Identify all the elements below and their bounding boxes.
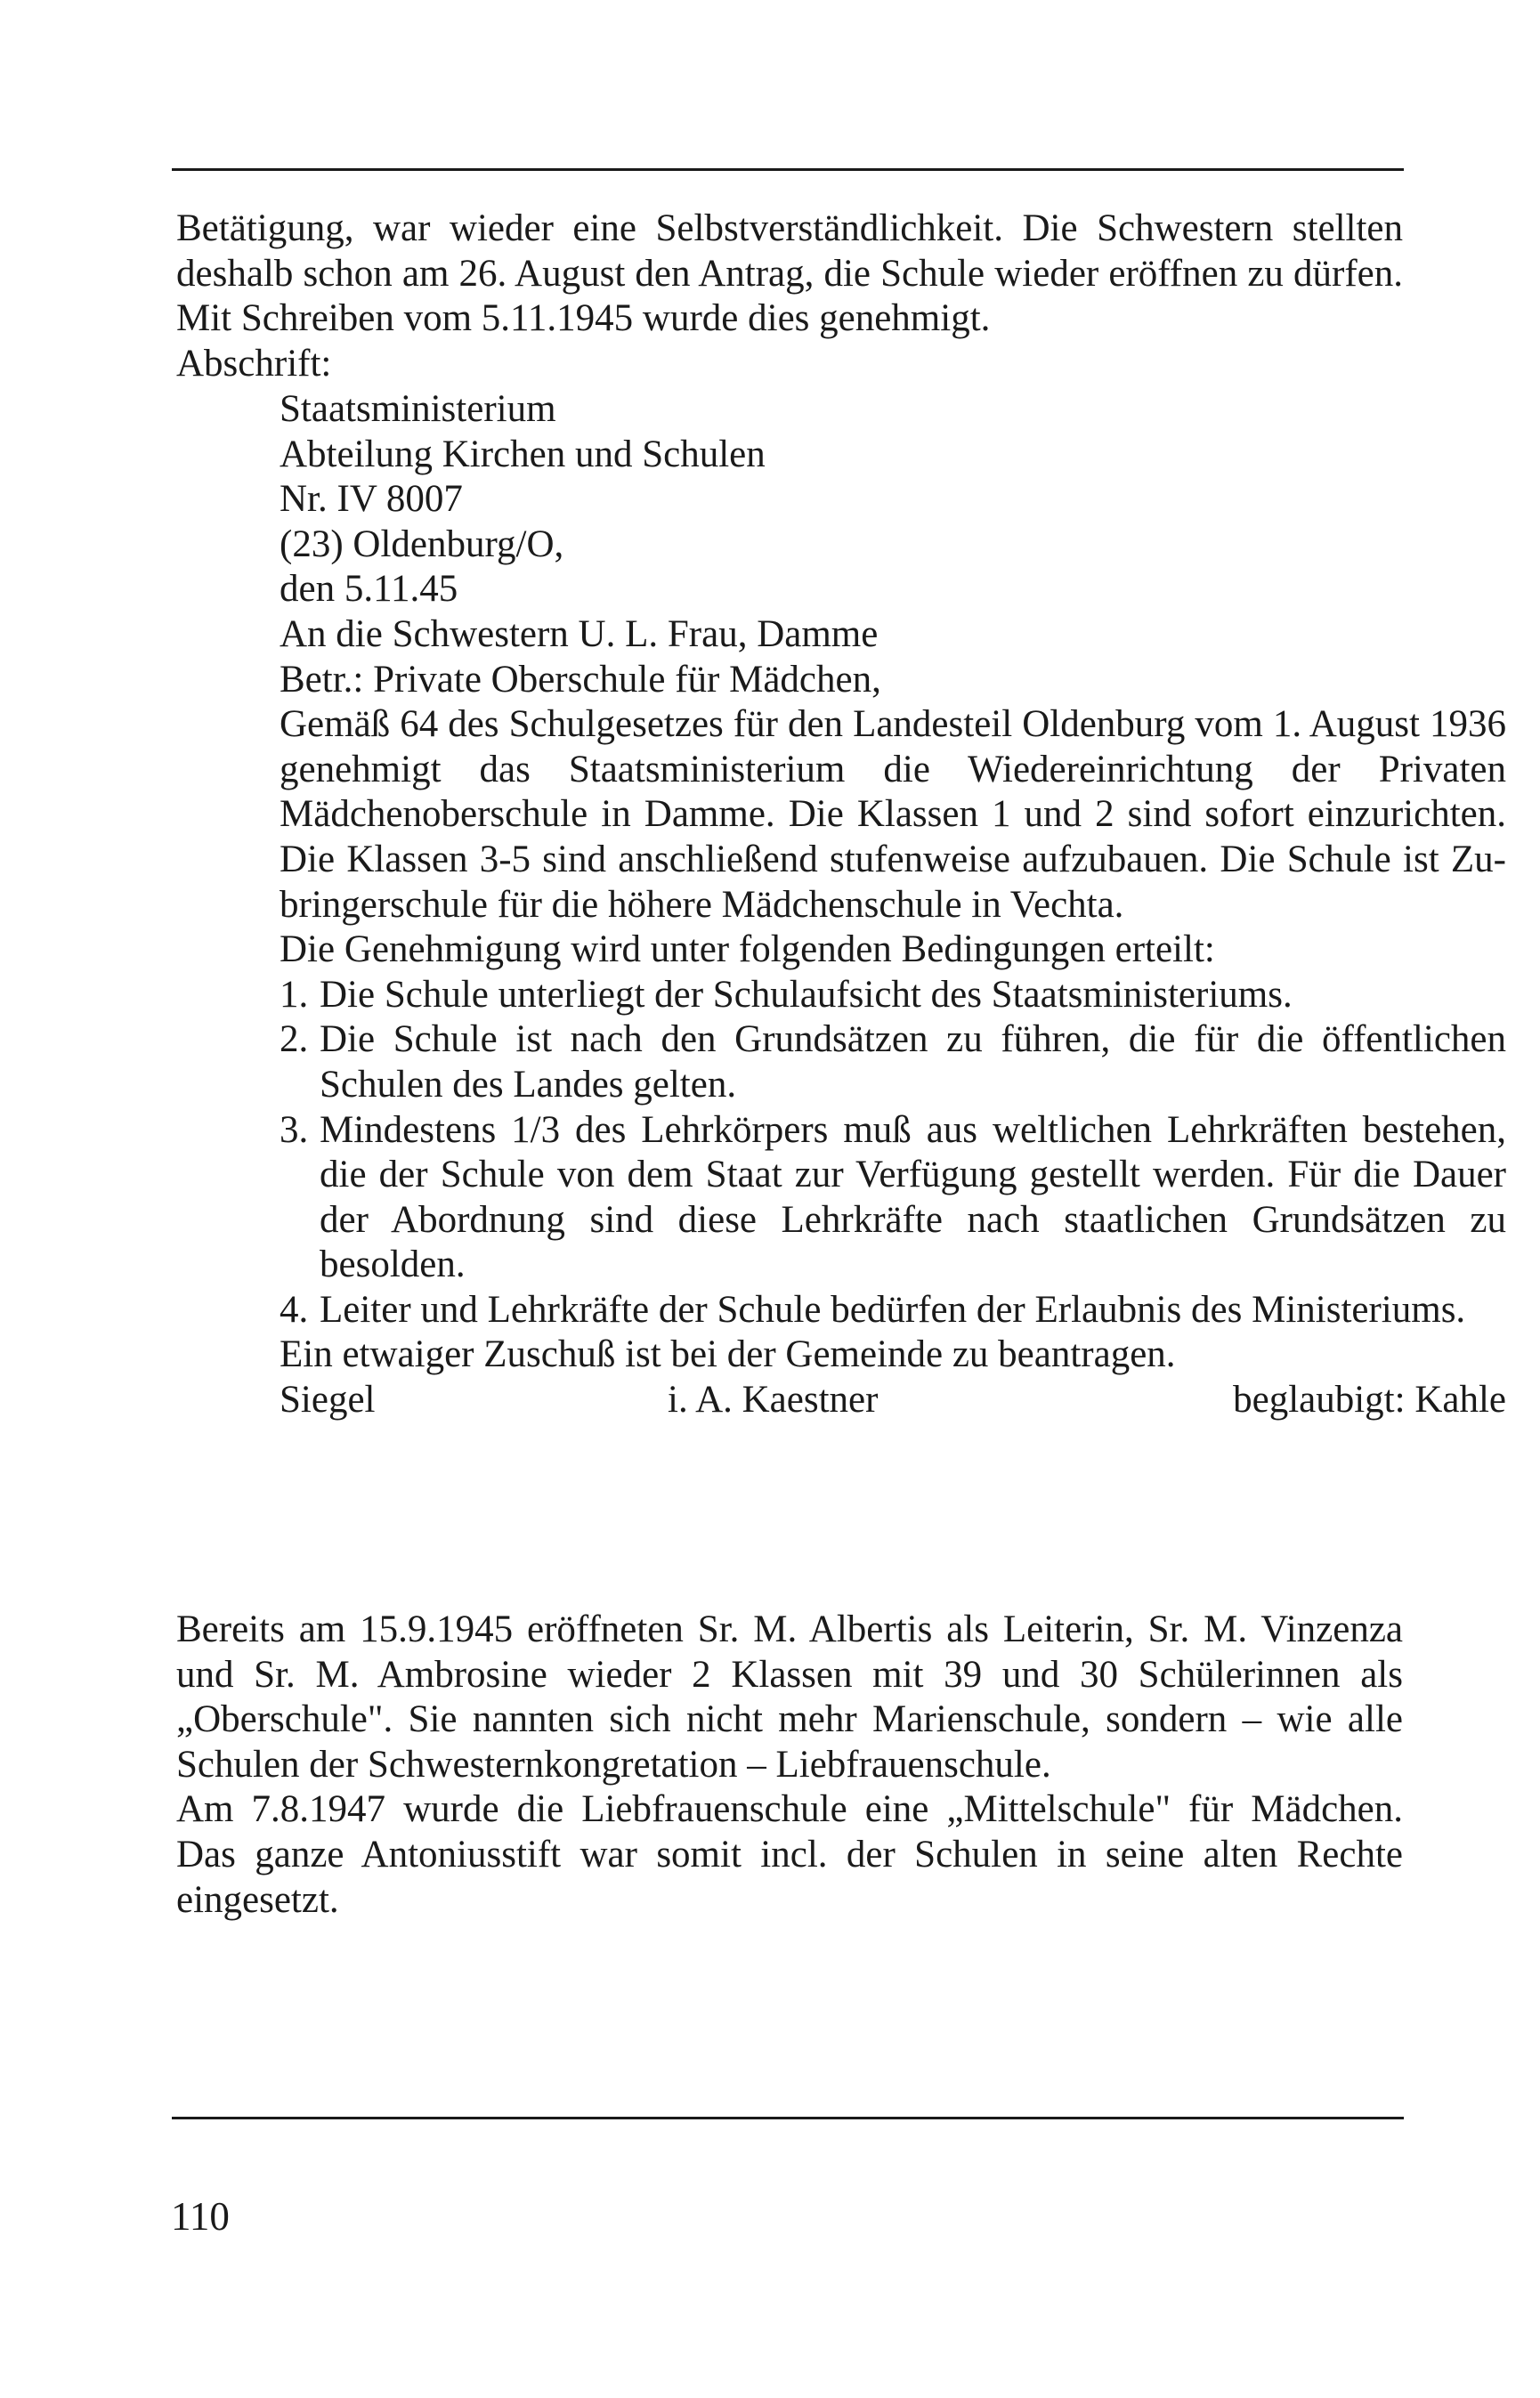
list-item-text: Die Schule unterliegt der Schulaufsicht des Staatsministeriums. [320,973,1293,1016]
list-item [280,973,1506,1018]
list-item-number: 2. [280,1018,309,1061]
letter-sender-line: Abteilung Kirchen und Schulen [280,433,766,475]
list-item-number: 4. [280,1288,309,1331]
list-item-text: Leiter und Lehrkräfte der Schule bedürfen der Erlaubnis des Ministeriums. [320,1288,1466,1331]
list-item-number: 3. [280,1108,309,1151]
list-item-number: 1. [280,973,309,1016]
list-item [280,1108,1506,1288]
letter-recipient: An die Schwestern U. L. Frau, Damme [280,612,879,655]
seal-label: Siegel [280,1379,376,1422]
intro-section [176,207,1403,386]
letter-sender-line: (23) Oldenburg/O, [280,523,564,565]
letter-date: den 5.11.45 [280,568,458,611]
certified-by: beglaubigt: Kahle [1233,1379,1506,1422]
body-paragraph: Am 7.8.1947 wurde die Liebfrauenschule eine „Mittelschule" für Mädchen. Das ganze Antoniusstift war somit incl. der Schulen in seine alten Rechte eingesetzt. [176,1788,1403,1921]
body-paragraph: Bereits am 15.9.1945 eröffneten Sr. M. Albertis als Leiterin, Sr. M. Vinzenza und Sr. M. Ambrosine wieder 2 Klassen mit 39 und 30 Schülerinnen als „Oberschule". Sie nannten sich nicht mehr Marienschule, sondern – wie alle Schulen der Schwesternkongretation – Liebfrauenschule. [176,1608,1403,1786]
letter-sender-line: Nr. IV 8007 [280,478,463,521]
bottom-rule [172,2117,1404,2119]
list-item [280,1288,1506,1333]
conditions-intro: Die Genehmigung wird unter folgenden Bedingungen erteilt: [280,928,1215,971]
list-item-text: Die Schule ist nach den Grundsätzen zu führen, die für die öffentlichen Schulen des Landes gelten. [320,1018,1506,1106]
signature-line [280,1378,1506,1423]
letter-body: Gemäß 64 des Schulgesetzes für den Landesteil Oldenburg vom 1. August 1936 genehmigt das Staatsministerium die Wiedereinrichtung der Privaten Mädchenoberschule in Damme. Die Klassen 1 und 2 sind sofort einzurichten. Die Klassen 3-5 sind anschließend stufenweise aufzubauen. Die Schule ist Zubringerschule für die höhere Mädchenschule in Vechta. [280,703,1506,926]
letter-subject: Betr.: Private Oberschule für Mädchen, [280,658,881,701]
page-number: 110 [171,2194,230,2239]
letter-closing: Ein etwaiger Zuschuß ist bei der Gemeinde zu beantragen. [280,1333,1176,1376]
signed-by: i. A. Kaestner [668,1379,879,1422]
list-item [280,1017,1506,1107]
copy-label: Abschrift: [176,342,332,385]
list-item-text: Mindestens 1/3 des Lehrkörpers muß aus weltlichen Lehrkräften bestehen, die der Schule von dem Staat zur Verfügung gestellt werden. Für die Dauer der Abordnung sind diese Lehrkräfte nach staatlichen Grundsätzen zu besolden. [320,1108,1506,1286]
letter-copy [176,387,1506,1423]
conditions-list [280,973,1506,1333]
letter-sender-line: Staatsministerium [280,388,556,430]
intro-paragraph: Betätigung, war wieder eine Selbstverständlichkeit. Die Schwestern stellten deshalb schon am 26. August den Antrag, die Schule wieder eröffnen zu dürfen. Mit Schreiben vom 5.11.1945 wurde dies genehmigt. [176,207,1403,340]
closing-section [176,1608,1403,1923]
top-rule [172,168,1404,171]
